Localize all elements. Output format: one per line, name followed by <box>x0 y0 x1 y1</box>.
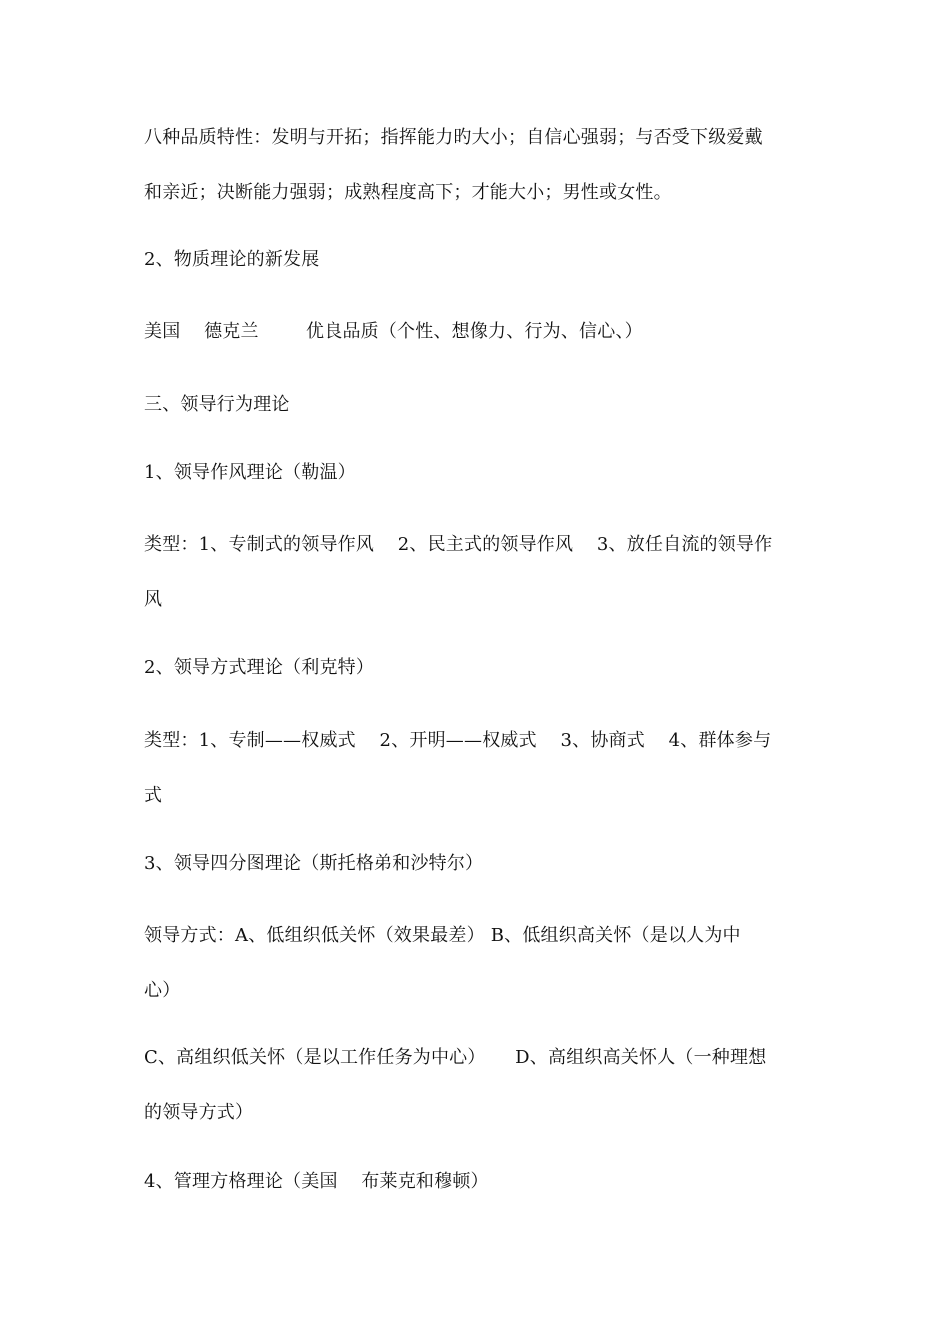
text-line: 类型：1、专制式的领导作风 2、民主式的领导作风 3、放任自流的领导作 <box>144 534 773 555</box>
text-line: 美国 德克兰 优良品质（个性、想像力、行为、信心、） <box>144 321 643 342</box>
text-line: 心） <box>144 980 181 1001</box>
section-heading: 2、物质理论的新发展 <box>144 249 320 270</box>
text-line: 风 <box>144 589 163 610</box>
section-heading: 3、领导四分图理论（斯托格弟和沙特尔） <box>144 853 484 874</box>
section-heading: 4、管理方格理论（美国 布莱克和穆顿） <box>144 1171 489 1192</box>
text-line: 类型：1、专制——权威式 2、开明——权威式 3、协商式 4、群体参与 <box>144 730 772 751</box>
text-line: 式 <box>144 785 163 806</box>
text-line: 领导方式：A、低组织低关怀（效果最差） B、低组织高关怀（是以人为中 <box>144 925 741 946</box>
section-heading: 三、领导行为理论 <box>144 394 290 415</box>
section-heading: 2、领导方式理论（利克特） <box>144 657 375 678</box>
text-line: 的领导方式） <box>144 1102 254 1123</box>
text-line: C、高组织低关怀（是以工作任务为中心） D、高组织高关怀人（一种理想 <box>144 1047 767 1068</box>
section-heading: 1、领导作风理论（勒温） <box>144 462 356 483</box>
text-line: 八种品质特性：发明与开拓；指挥能力旳大小；自信心强弱；与否受下级爱戴 <box>144 127 763 148</box>
text-line: 和亲近；决断能力强弱；成熟程度高下；才能大小；男性或女性。 <box>144 182 672 203</box>
